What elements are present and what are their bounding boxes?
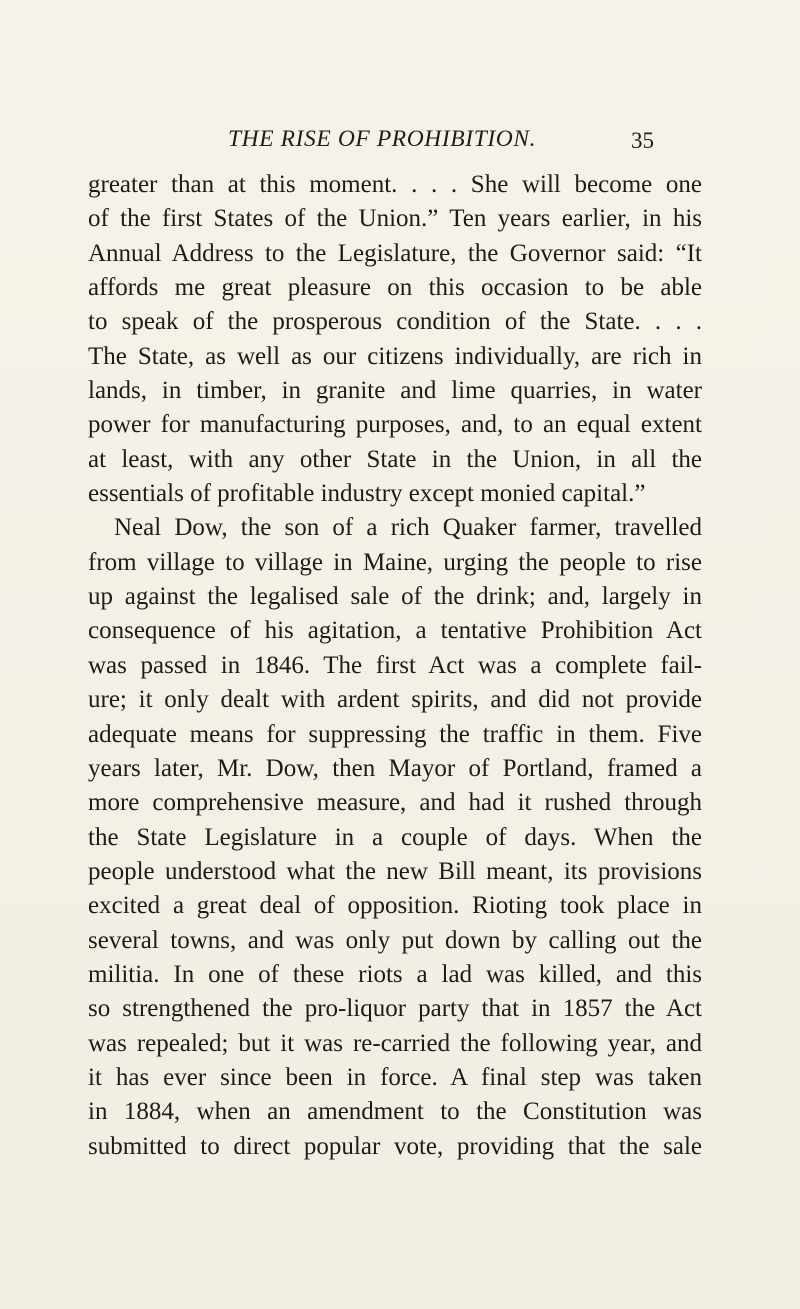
text-line: ure; it only dealt with ardent spirits, and did not provide (88, 686, 702, 714)
text-line: militia. In one of these riots a lad was killed, and this (88, 960, 702, 988)
text-line: Annual Address to the Legislature, the Governor said: “It (88, 239, 702, 267)
running-title: THE RISE OF PROHIBITION. (228, 126, 537, 152)
text-line: in 1884, when an amendment to the Constitution was (88, 1098, 702, 1126)
text-line: affords me great pleasure on this occasion to be able (88, 274, 702, 302)
text-line: to speak of the prosperous condition of the State. . . . (88, 308, 702, 336)
text-line: lands, in timber, in granite and lime quarries, in water (88, 377, 702, 405)
text-line: of the first States of the Union.” Ten years earlier, in his (88, 205, 702, 233)
text-line: submitted to direct popular vote, providing that the sale (88, 1132, 702, 1160)
paragraph-start-line: Neal Dow, the son of a rich Quaker farmer, travelled (114, 514, 702, 542)
text-line: was repealed; but it was re-carried the following year, and (88, 1029, 702, 1057)
text-line: more comprehensive measure, and had it rushed through (88, 789, 702, 817)
text-line: people understood what the new Bill meant, its provisions (88, 857, 702, 885)
page-header (0, 126, 800, 166)
paragraph-end-line: essentials of profitable industry except monied capital.” (88, 480, 646, 508)
text-line: years later, Mr. Dow, then Mayor of Portland, framed a (88, 754, 702, 782)
text-line: power for manufacturing purposes, and, to an equal extent (88, 411, 702, 439)
body-text (88, 168, 702, 1164)
text-line: it has ever since been in force. A final step was taken (88, 1063, 702, 1091)
text-line: consequence of his agitation, a tentative Prohibition Act (88, 617, 702, 645)
text-line: adequate means for suppressing the traffic in them. Five (88, 720, 702, 748)
text-line: from village to village in Maine, urging the people to rise (88, 548, 702, 576)
text-line: at least, with any other State in the Union, in all the (88, 445, 702, 473)
text-line: several towns, and was only put down by calling out the (88, 926, 702, 954)
text-line: The State, as well as our citizens individually, are rich in (88, 342, 702, 370)
text-line: was passed in 1846. The first Act was a complete fail- (88, 651, 702, 679)
text-line: excited a great deal of opposition. Rioting took place in (88, 892, 702, 920)
text-line: greater than at this moment. . . . She will become one (88, 171, 702, 198)
text-line: the State Legislature in a couple of days. When the (88, 823, 702, 851)
text-line: so strengthened the pro-liquor party that in 1857 the Act (88, 995, 702, 1023)
text-line: up against the legalised sale of the drink; and, largely in (88, 583, 702, 611)
page-number: 35 (631, 128, 654, 153)
